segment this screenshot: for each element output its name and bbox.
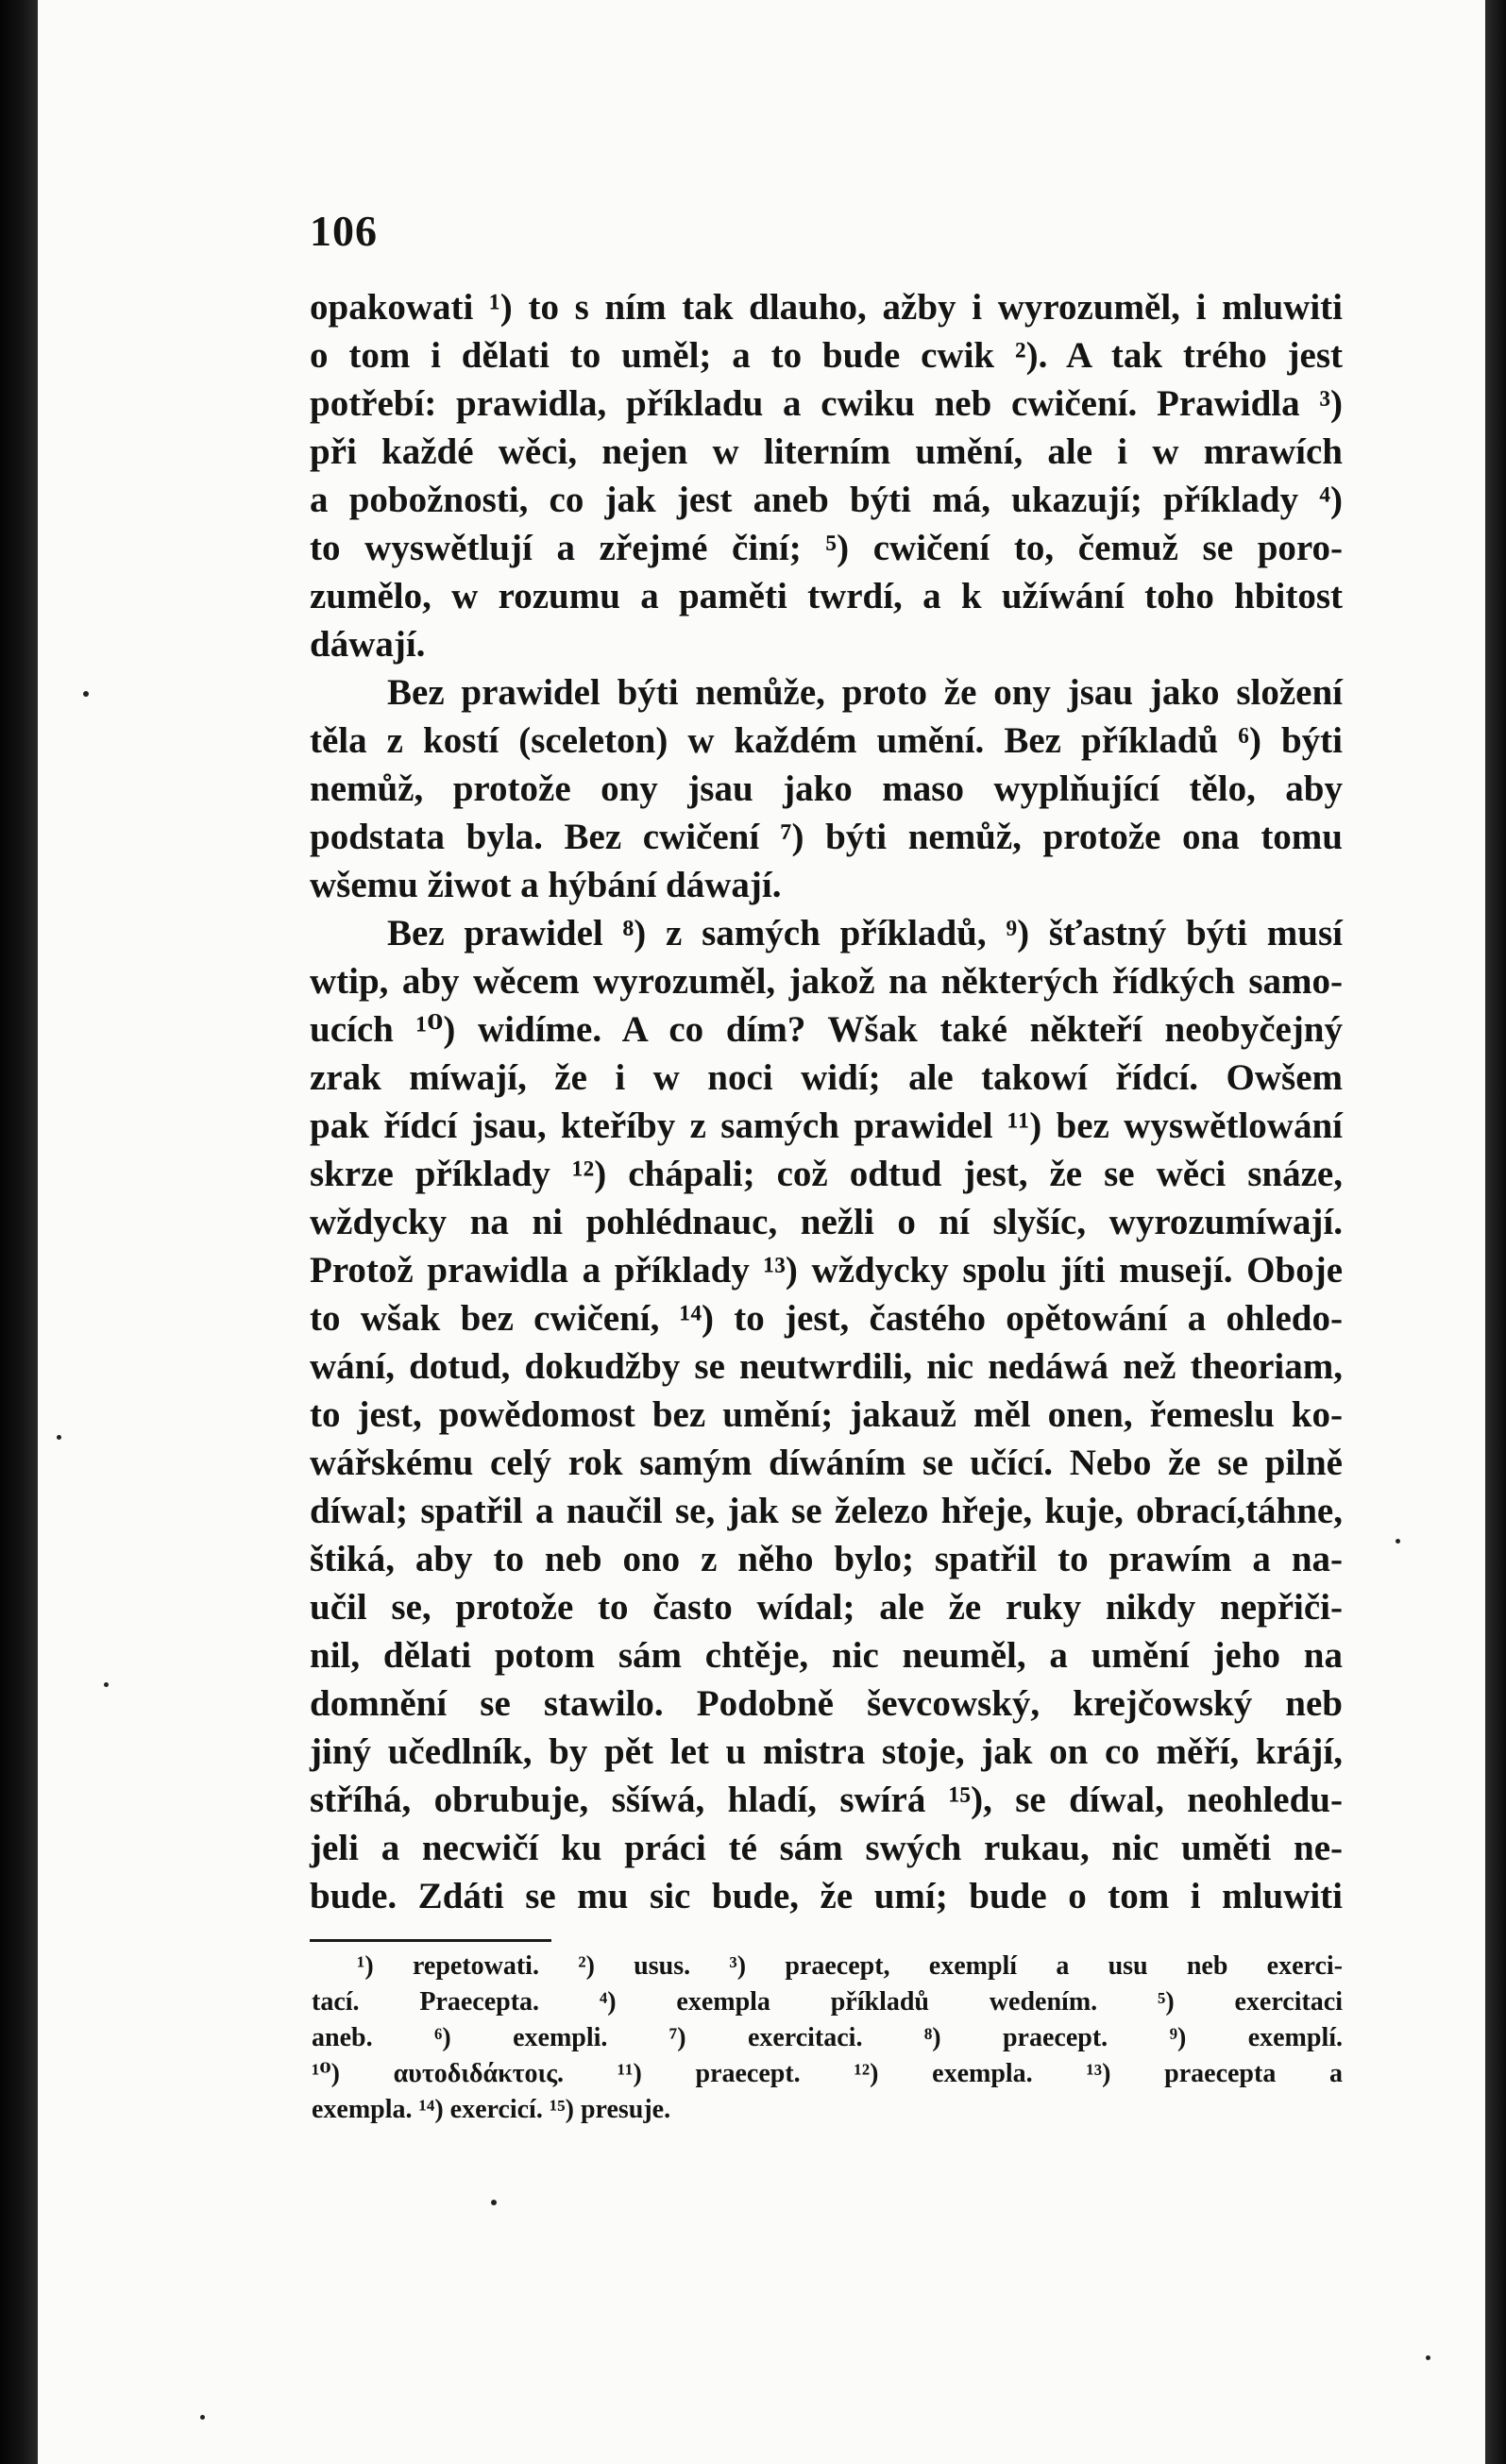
body-line: učil se, protože to často wídal; ale že ruky nikdy nepřiči- [310, 1587, 1343, 1628]
body-line: wtip, aby wěcem wyrozuměl, jakož na některých řídkých samo- [310, 961, 1343, 1002]
body-line: nemůž, protože ony jsau jako maso wyplňující tělo, aby [310, 768, 1343, 809]
body-line: zrak míwají, že i w noci widí; ale takowí řídcí. Owšem [310, 1057, 1343, 1098]
body-line: jeli a necwičí ku práci té sám swých rukau, nic uměti ne- [310, 1828, 1343, 1868]
footnotes [312, 1949, 1343, 2128]
body-line: to jest, powědomost bez umění; jakauž měl onen, řemeslu ko- [310, 1394, 1343, 1435]
scan-speck [57, 1435, 61, 1440]
body-text [310, 283, 1343, 1920]
body-line: potřebí: prawidla, příkladu a cwiku neb cwičení. Prawidla ³) [310, 383, 1343, 424]
scan-speck [83, 691, 89, 697]
scan-speck [1396, 1539, 1400, 1544]
scan-border-left [0, 0, 38, 2464]
body-line: opakowati ¹) to s ním tak dlauho, ažby i wyrozuměl, i mluwiti [310, 287, 1343, 328]
page-number: 106 [310, 207, 378, 255]
body-line: to wyswětlují a zřejmé činí; ⁵) cwičení to, čemuž se poro- [310, 528, 1343, 568]
body-line: díwal; spatřil a naučil se, jak se železo hřeje, kuje, obrací,táhne, [310, 1491, 1343, 1531]
footnote-line: ¹⁰) αυτοδιδάκτοις. ¹¹) praecept. ¹²) exempla. ¹³) praecepta a [312, 2059, 1343, 2088]
body-line: bude. Zdáti se mu sic bude, že umí; bude o tom i mluwiti [310, 1876, 1343, 1916]
body-line: wšemu žiwot a hýbání dáwají. [310, 865, 782, 905]
body-line: podstata byla. Bez cwičení ⁷) býti nemůž, protože ona tomu [310, 817, 1343, 857]
footnote-line: tací. Praecepta. ⁴) exempla příkladů wedením. ⁵) exercitaci [312, 1987, 1343, 2017]
scan-speck [491, 2200, 497, 2205]
footnote-line: exempla. ¹⁴) exercicí. ¹⁵) presuje. [312, 2095, 671, 2124]
body-line: Bez prawidel býti nemůže, proto že ony jsau jako složení [387, 672, 1343, 713]
body-line: wždycky na ni pohlédnauc, nežli o ní slyšíc, wyrozumíwají. [310, 1202, 1343, 1242]
body-line: stříhá, obrubuje, sšíwá, hladí, swírá ¹⁵), se díwal, neohledu- [310, 1780, 1343, 1820]
body-line: těla z kostí (sceleton) w každém umění. Bez příkladů ⁶) býti [310, 720, 1343, 761]
body-line: dáwají. [310, 624, 426, 665]
body-line: a pobožnosti, co jak jest aneb býti má, ukazují; příklady ⁴) [310, 480, 1343, 520]
body-line: ucích ¹⁰) widíme. A co dím? Wšak také někteří neobyčejný [310, 1009, 1343, 1050]
scan-speck [104, 1682, 109, 1687]
body-line: wářskému celý rok samým díwáním se učící. Nebo že se pilně [310, 1443, 1343, 1483]
scan-border-right [1485, 0, 1506, 2464]
footnote-line: aneb. ⁶) exempli. ⁷) exercitaci. ⁸) praecept. ⁹) exemplí. [312, 2023, 1343, 2052]
scan-speck [200, 2415, 205, 2420]
body-line: štiká, aby to neb ono z něho bylo; spatřil to prawím a na- [310, 1539, 1343, 1579]
body-line: wání, dotud, dokudžby se neutwrdili, nic nedáwá než theoriam, [310, 1346, 1343, 1387]
footnote-line: ¹) repetowati. ²) usus. ³) praecept, exemplí a usu neb exerci- [357, 1951, 1343, 1981]
body-line: to wšak bez cwičení, ¹⁴) to jest, častého opětowání a ohledo- [310, 1298, 1343, 1339]
body-line: jiný učedlník, by pět let u mistra stoje, jak on co měří, krájí, [310, 1731, 1343, 1772]
body-line: nil, dělati potom sám chtěje, nic neuměl, a umění jeho na [310, 1635, 1343, 1676]
body-line: skrze příklady ¹²) chápali; což odtud jest, že se wěci snáze, [310, 1154, 1343, 1194]
body-line: o tom i dělati to uměl; a to bude cwik ²). A tak trého jest [310, 335, 1343, 376]
body-line: při každé wěci, nejen w literním umění, ale i w mrawích [310, 431, 1343, 472]
body-line: zumělo, w rozumu a paměti twrdí, a k užíwání toho hbitost [310, 576, 1343, 616]
footnote-rule [310, 1939, 551, 1942]
scan-speck [1426, 2355, 1430, 2360]
body-line: Bez prawidel ⁸) z samých příkladů, ⁹) šťastný býti musí [387, 913, 1343, 954]
body-line: Protož prawidla a příklady ¹³) wždycky spolu jíti musejí. Oboje [310, 1250, 1343, 1291]
body-line: domnění se stawilo. Podobně ševcowský, krejčowský neb [310, 1683, 1343, 1724]
body-line: pak řídcí jsau, kteříby z samých prawidel ¹¹) bez wyswětlowání [310, 1105, 1343, 1146]
